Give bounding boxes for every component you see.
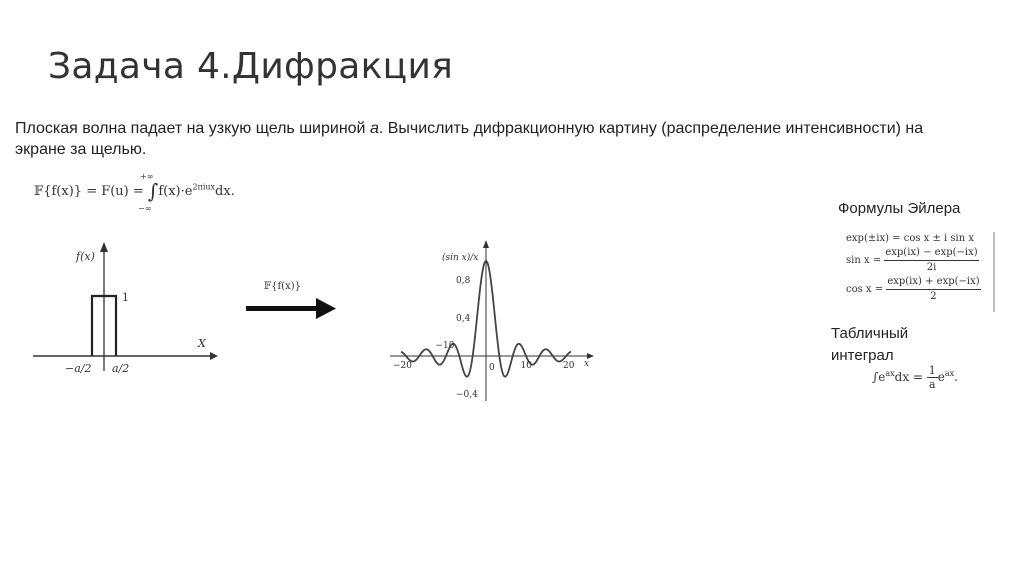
table-integral-den: a [929, 378, 936, 391]
euler-cos-lhs: cos x = [846, 284, 887, 295]
euler-line-1: exp(±ix) = cos x ± i sin x [846, 233, 974, 244]
slit-ylabel: f(x) [76, 250, 95, 263]
fourier-exponent: 2πiux [192, 182, 216, 192]
arrow-label: 𝔽{f(x)} [264, 281, 301, 292]
table-integral-label [831, 323, 908, 367]
euler-sin [846, 246, 992, 275]
sinc-y-tick-label: −0,4 [456, 390, 478, 400]
table-integral-label-line2: интеграл [831, 347, 894, 364]
table-integral-lhs: ∫e [872, 370, 886, 384]
slit-y-arrow [100, 242, 108, 252]
table-integral-formula [872, 364, 958, 391]
euler-cos [846, 275, 992, 304]
problem-statement [15, 118, 955, 160]
euler-cos-fraction [886, 275, 980, 304]
slide-title: Задача 4.Дифракция [48, 46, 454, 87]
slit-x-arrow [210, 352, 218, 360]
euler-label: Формулы Эйлера [838, 200, 961, 217]
fourier-lhs: 𝔽{f(x)} = F(u) = [34, 184, 148, 199]
table-integral-label-line1: Табличный [831, 325, 909, 342]
slit-xlabel: X [198, 337, 206, 350]
problem-variable: a [369, 120, 379, 137]
table-integral-lhs-tail: dx = [894, 370, 927, 384]
problem-text-suffix: . Вычислить дифракционную картину (распределение интенсивности) на экране за щелью. [15, 120, 924, 158]
sinc-x-tick-label: 20 [563, 361, 575, 371]
table-integral-fraction [927, 364, 938, 391]
euler-sin-lhs: sin x = [846, 255, 885, 266]
arrow-head [316, 298, 336, 319]
sinc-x-tick-label: 10 [520, 361, 532, 371]
sinc-ylabel: (sin x)/x [442, 253, 479, 263]
euler-sin-num: exp(ix) − exp(−ix) [884, 246, 978, 261]
euler-sin-fraction [884, 246, 978, 275]
sinc-chart [384, 236, 604, 406]
table-integral-rhs: e [937, 370, 945, 384]
euler-formulas [846, 232, 992, 304]
sinc-xlabel: x [584, 359, 590, 369]
euler-sin-den: 2i [926, 262, 937, 273]
sinc-y-arrow [483, 240, 489, 248]
table-integral-rhs-exp: ax [944, 369, 955, 378]
sinc-y-tick-label: 0,4 [456, 314, 471, 324]
sinc-x-tick-label: −10 [435, 341, 455, 351]
euler-side-bar [993, 232, 995, 312]
fourier-integrand: f(x)·e [158, 184, 193, 199]
integral-sign: ∫ [147, 179, 159, 203]
slit-level-label: 1 [122, 291, 129, 304]
transform-arrow [246, 296, 338, 322]
slit-left-tick: −a/2 [65, 362, 92, 375]
sinc-x-tick-label: −20 [393, 361, 412, 371]
slit-function-plot [28, 236, 218, 386]
euler-cos-den: 2 [930, 291, 937, 302]
euler-cos-num: exp(ix) + exp(−ix) [886, 275, 980, 290]
fourier-tail: dx. [215, 184, 235, 199]
slit-right-tick: a/2 [112, 362, 130, 375]
sinc-x-tick-label: 0 [489, 363, 495, 373]
sinc-tick-labels [393, 276, 575, 400]
table-integral-num: 1 [928, 364, 936, 377]
integral-upper-limit: +∞ [140, 172, 154, 181]
problem-text-prefix: Плоская волна падает на узкую щель шириной [15, 120, 370, 137]
fourier-transform-formula [34, 172, 235, 213]
arrow-shaft [246, 306, 318, 311]
sinc-y-tick-label: 0,8 [456, 276, 471, 286]
table-integral-lhs-exp: ax [885, 369, 895, 378]
integral-lower-limit: −∞ [138, 204, 152, 213]
table-integral-rhs-tail: . [954, 370, 958, 384]
